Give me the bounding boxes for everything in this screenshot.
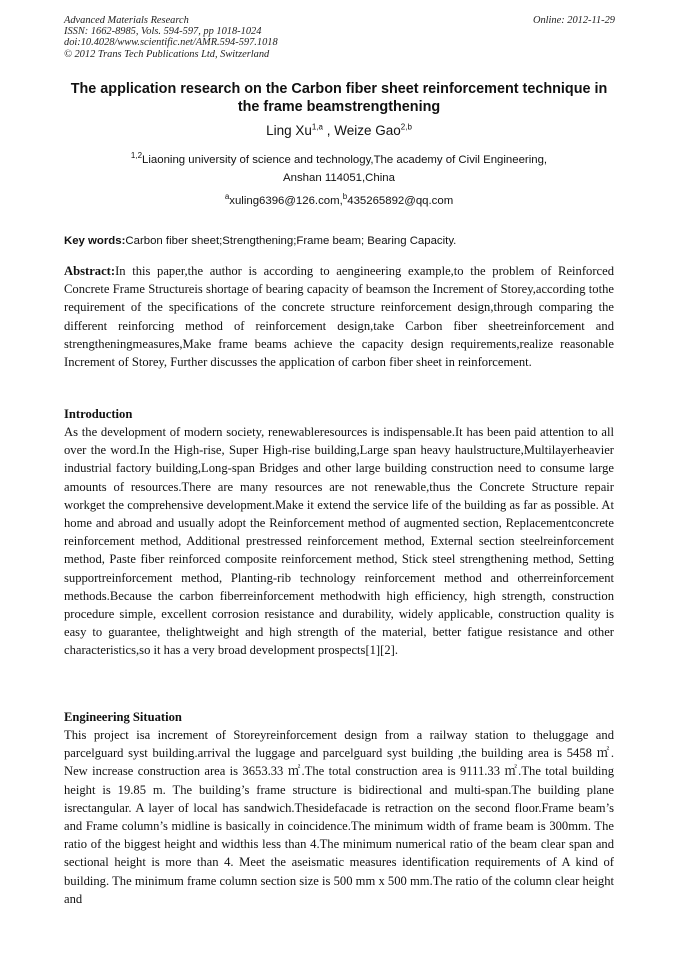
author-separator: , [323, 123, 335, 138]
engineering-paragraph: This project isa increment of Storeyreinforcement design from a railway station to theluggage and parcelguard syst building.arrival the luggage and parcelguard syst building ,the building area is 5458 ㎡. New increase construction area is 3653.33 ㎡.The total construction area is 9111.33 ㎡.The total building height is 19.85 m. The building’s frame structure is bidirectional and multi-span.The building plane isrectangular. A layer of local has sandwich.Thesidefacade is retraction on the second floor.Frame beam’s and Frame column’s midline is basically in coincidence.The minimum width of frame beam is 300mm. The ratio of the biggest height and widthis less than 4.The minimum numerical ratio of the beam clear span and sectional height is more than 4. Meet the aseismatic measures identification requirements of A kind of building. The minimum frame column section size is 500 mm x 500 mm.The ratio of the column clear height and [64, 728, 614, 906]
abstract-label: Abstract: [64, 264, 116, 278]
engineering-heading: Engineering Situation [64, 710, 182, 724]
email-b: 435265892@qq.com [347, 195, 454, 207]
journal-header [64, 15, 504, 60]
author-2-sup: 2,b [400, 122, 412, 132]
journal-name: Advanced Materials Research [64, 15, 189, 26]
affiliation [64, 151, 614, 187]
keywords-label: Key words: [64, 235, 126, 247]
abstract-text: In this paper,the author is according to aengineering example,to the problem of Reinforced Concrete Frame Structureis shortage of bearing capacity of beamson the Increment of Storey,according tothe requirement of the specifications of the concrete structure reinforcement design,through comparing the different reinforcing method of reinforcement design,take Carbon fiber sheetreinforcement and strengtheningmeasures,Make frame beams achieve the capacity design requirements,realize reasonable Increment of Storey, Further discusses the application of carbon fiber sheet in reinforcement. [64, 264, 614, 370]
author-line [64, 122, 614, 140]
email-a-sup: a [224, 192, 230, 202]
introduction-heading: Introduction [64, 407, 133, 421]
affiliation-line-2: Anshan 114051,China [283, 172, 395, 184]
email-a: xuling6396@126.com, [229, 195, 343, 207]
online-date: Online: 2012-11-29 [532, 15, 615, 26]
abstract [64, 262, 614, 371]
journal-doi: doi:10.4028/www.scientific.net/AMR.594-597.1018 [64, 37, 278, 49]
journal-issn: ISSN: 1662-8985, Vols. 594-597, pp 1018-1024 [64, 26, 262, 38]
introduction-paragraph: As the development of modern society, renewableresources is indispensable.It has been paid attention to all over the word.In the High-rise, Super High-rise building,Large span heavy haulstructure,Multilayerheavier industrial factory building,Long-span Bridges and other large building construction need to consume large amounts of resources.There are many resources are not renewable,thus the Concrete Structure repair workget the comprehensive development.Make it extend the service life of the building as far as possible. At home and abroad and usually adopt the Reinforcement method of augmented section, Replacementconcrete reinforcement method, Additional prestressed reinforcement method, External section steelreinforcement method, Paste fiber reinforced composite reinforcement method, Stick steel strengthening method, Setting supportreinforcement method, Planting-rib technology reinforcement method and otherreinforcement methods.Because the carbon fiberreinforcement methodwith high efficiency, high strength, construction procedure simple, excellent corrosion resistance and durability, widely applicable, construction quality is easy to guarantee, thelightweight and high strength of the material, better fatigue resistance and other characteristics,so it has a very broad development prospects[1][2]. [64, 425, 614, 658]
author-1-name: Ling Xu [266, 123, 312, 138]
author-2-name: Weize Gao [334, 123, 401, 138]
author-emails [64, 193, 614, 209]
keywords [64, 233, 614, 249]
affiliation-line-1: $^{1,2}$Liaoning university of science and technology,The academy of Civil Engineering, [130, 151, 548, 166]
journal-copyright: © 2012 Trans Tech Publications Ltd, Switzerland [64, 48, 270, 60]
paper-title: The application research on the Carbon fiber sheet reinforcement technique in the frame beamstrengthening [70, 81, 608, 115]
email-b-sup: b [342, 192, 348, 202]
author-1-sup: 1,a [311, 122, 323, 132]
affiliation-sup: 1,2 [130, 151, 143, 161]
keywords-text: Carbon fiber sheet;Strengthening;Frame beam; Bearing Capacity. [125, 235, 457, 247]
